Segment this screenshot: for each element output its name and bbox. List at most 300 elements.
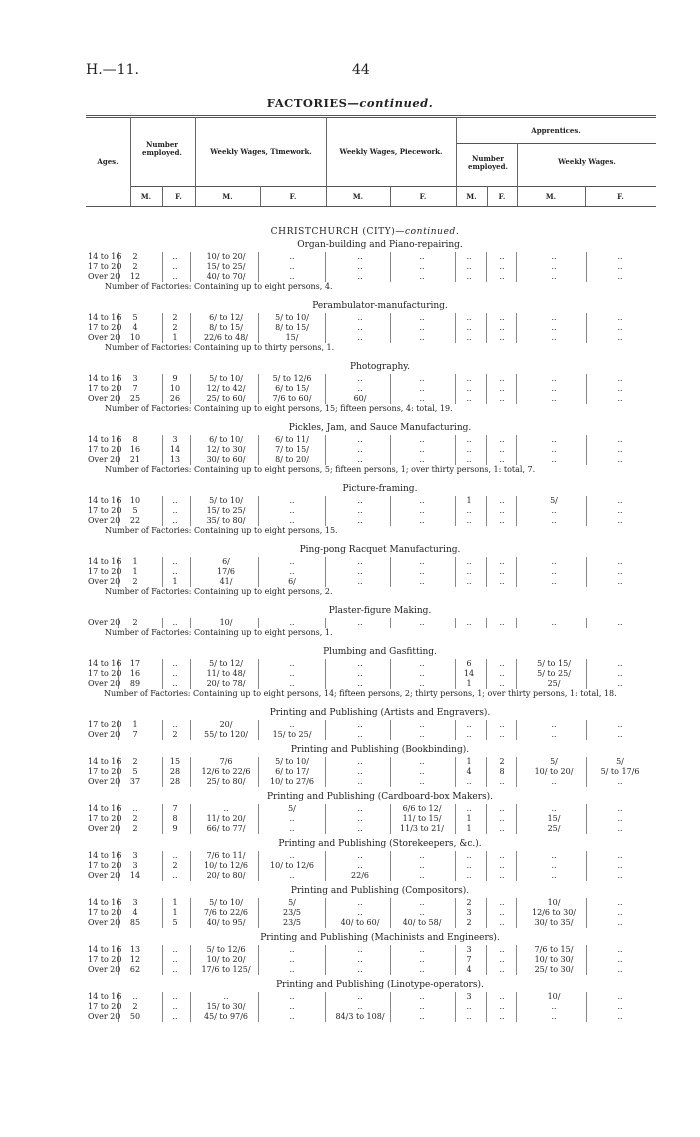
table-row: [0, 965, 700, 975]
table-cell: 20/ to 80/: [206, 871, 246, 880]
table-cell: ..: [172, 955, 178, 964]
table-cell: ..: [172, 252, 178, 261]
table-cell: 17/6 to 125/: [201, 965, 251, 974]
table-cell: ..: [419, 965, 425, 974]
table-cell: ..: [551, 851, 557, 860]
table-row: [0, 1012, 700, 1022]
table-cell: 4: [132, 908, 138, 917]
table-cell: ..: [419, 374, 425, 383]
section-title: Ping-pong Racquet Manufacturing.: [299, 545, 461, 555]
table-cell: ..: [357, 262, 363, 271]
table-cell: 7: [172, 804, 178, 813]
table-cell: Over 20: [88, 965, 121, 974]
table-cell: 3: [132, 851, 138, 860]
table-row: [0, 814, 700, 824]
table-cell: ..: [289, 814, 295, 823]
table-cell: ..: [466, 272, 472, 281]
table-cell: ..: [499, 252, 505, 261]
table-cell: 9: [172, 824, 178, 833]
table-cell: ..: [289, 720, 295, 729]
table-row: [0, 567, 700, 577]
city-name: CHRISTCHURCH (CITY): [270, 227, 396, 237]
section-title: Printing and Publishing (Artists and Engravers).: [269, 708, 491, 718]
table-row: [0, 851, 700, 861]
table-cell: ..: [617, 516, 623, 525]
table-cell: 4: [132, 323, 138, 332]
table-cell: ..: [289, 506, 295, 515]
table-cell: 15/ to 25/: [206, 262, 246, 271]
table-cell: ..: [419, 851, 425, 860]
table-cell: ..: [419, 1012, 425, 1021]
table-row: [0, 659, 700, 669]
table-cell: ..: [466, 445, 472, 454]
table-cell: ..: [419, 445, 425, 454]
apprentices-rule: [456, 143, 656, 144]
table-cell: 50: [129, 1012, 141, 1021]
table-cell: 60/: [353, 394, 367, 403]
table-cell: ..: [499, 557, 505, 566]
table-cell: 12/6 to 30/: [532, 908, 576, 917]
table-cell: ..: [551, 445, 557, 454]
table-cell: ..: [357, 445, 363, 454]
table-cell: ..: [499, 435, 505, 444]
table-cell: 17 to 20: [88, 767, 122, 776]
page-title-main: FACTORIES: [266, 96, 348, 110]
table-cell: 14 to 16: [88, 992, 122, 1001]
table-cell: ..: [357, 965, 363, 974]
section-title: Printing and Publishing (Storekeepers, &c.).: [278, 839, 482, 849]
table-cell: 8/ to 20/: [275, 455, 309, 464]
table-cell: 15/ to 25/: [272, 730, 312, 739]
table-cell: 10: [169, 384, 181, 393]
table-cell: ..: [617, 871, 623, 880]
table-cell: 41/: [219, 577, 233, 586]
table-cell: ..: [357, 730, 363, 739]
table-cell: 5: [172, 918, 178, 927]
table-cell: 6/ to 10/: [209, 435, 243, 444]
table-cell: ..: [617, 455, 623, 464]
table-cell: ..: [172, 992, 178, 1001]
table-cell: 5/ to 25/: [537, 669, 571, 678]
table-cell: ..: [551, 1012, 557, 1021]
table-cell: 22: [129, 516, 141, 525]
table-cell: ..: [551, 506, 557, 515]
section-title: Printing and Publishing (Machinists and Engineers).: [260, 933, 500, 943]
table-cell: ..: [172, 567, 178, 576]
table-cell: ..: [419, 272, 425, 281]
table-cell: 7/6 to 11/: [206, 851, 246, 860]
table-cell: ..: [617, 992, 623, 1001]
table-row: [0, 898, 700, 908]
table-cell: 7/6 to 15/: [534, 945, 574, 954]
table-cell: ..: [419, 679, 425, 688]
table-cell: 10/ to 20/: [206, 955, 246, 964]
table-cell: ..: [289, 252, 295, 261]
table-cell: 16: [129, 445, 141, 454]
table-cell: 17: [129, 659, 141, 668]
table-cell: ..: [466, 262, 472, 271]
table-cell: ..: [499, 955, 505, 964]
table-cell: 17 to 20: [88, 262, 122, 271]
table-cell: ..: [223, 992, 229, 1001]
table-cell: ..: [499, 918, 505, 927]
table-cell: 5/ to 10/: [209, 496, 243, 505]
table-cell: ..: [617, 272, 623, 281]
table-cell: ..: [617, 669, 623, 678]
table-cell: ..: [551, 374, 557, 383]
table-row: [0, 445, 700, 455]
table-cell: 12/ to 30/: [206, 445, 246, 454]
table-row: [0, 918, 700, 928]
table-cell: ..: [172, 1002, 178, 1011]
table-cell: ..: [551, 272, 557, 281]
table-cell: ..: [172, 262, 178, 271]
table-row: [0, 272, 700, 282]
table-cell: ..: [289, 618, 295, 627]
table-row: [0, 435, 700, 445]
table-cell: ..: [617, 918, 623, 927]
table-cell: ..: [172, 871, 178, 880]
table-cell: 85: [129, 918, 141, 927]
table-cell: 6/: [288, 577, 296, 586]
table-cell: 5/ to 12/6: [206, 945, 246, 954]
table-cell: ..: [419, 955, 425, 964]
table-cell: ..: [357, 861, 363, 870]
factories-note: Number of Factories: Containing up to eight persons, 15; fifteen persons, 4: total, 19.: [105, 404, 453, 413]
table-row: [0, 824, 700, 834]
table-cell: ..: [551, 720, 557, 729]
section-title: Plaster-figure Making.: [328, 606, 432, 616]
table-cell: ..: [289, 871, 295, 880]
table-cell: ..: [419, 333, 425, 342]
table-cell: ..: [617, 618, 623, 627]
table-cell: ..: [419, 767, 425, 776]
table-cell: ..: [357, 804, 363, 813]
subheader-rule: [130, 186, 656, 187]
table-cell: ..: [466, 516, 472, 525]
table-cell: 17 to 20: [88, 861, 122, 870]
table-cell: ..: [466, 455, 472, 464]
section-title: Organ-building and Piano-repairing.: [297, 240, 463, 250]
table-cell: 17 to 20: [88, 323, 122, 332]
table-row: [0, 730, 700, 740]
table-cell: ..: [499, 516, 505, 525]
table-cell: ..: [617, 824, 623, 833]
table-cell: ..: [617, 374, 623, 383]
table-cell: 6/ to 12/: [209, 313, 243, 322]
table-cell: 14 to 16: [88, 851, 122, 860]
table-cell: ..: [499, 908, 505, 917]
table-cell: ..: [419, 945, 425, 954]
table-cell: 14 to 16: [88, 659, 122, 668]
table-cell: ..: [617, 262, 623, 271]
table-cell: ..: [617, 851, 623, 860]
table-cell: 1: [172, 577, 178, 586]
table-cell: ..: [499, 577, 505, 586]
table-cell: ..: [172, 506, 178, 515]
table-cell: ..: [357, 777, 363, 786]
table-cell: ..: [499, 824, 505, 833]
table-cell: 14 to 16: [88, 435, 122, 444]
table-row: [0, 506, 700, 516]
table-cell: ..: [466, 1012, 472, 1021]
table-cell: ..: [357, 435, 363, 444]
table-cell: 5/: [288, 898, 296, 907]
table-cell: ..: [617, 965, 623, 974]
table-cell: ..: [617, 557, 623, 566]
table-cell: ..: [617, 945, 623, 954]
table-cell: ..: [499, 992, 505, 1001]
table-cell: 14: [129, 871, 141, 880]
table-cell: 17 to 20: [88, 567, 122, 576]
table-cell: ..: [617, 577, 623, 586]
table-cell: 5/ to 10/: [209, 374, 243, 383]
table-cell: 14 to 16: [88, 557, 122, 566]
table-cell: 25/ to 30/: [534, 965, 574, 974]
table-cell: 6/ to 15/: [275, 384, 309, 393]
table-cell: ..: [172, 945, 178, 954]
table-cell: ..: [551, 252, 557, 261]
table-cell: 17 to 20: [88, 384, 122, 393]
section-title: Pickles, Jam, and Sauce Manufacturing.: [288, 423, 472, 433]
table-row: [0, 992, 700, 1002]
table-cell: 10/ to 20/: [206, 252, 246, 261]
table-cell: 25/: [547, 679, 561, 688]
table-cell: ..: [419, 992, 425, 1001]
table-cell: ..: [617, 730, 623, 739]
table-cell: ..: [499, 313, 505, 322]
table-cell: 25/: [547, 824, 561, 833]
page-title-suffix: —continued.: [347, 96, 434, 110]
table-cell: ..: [617, 496, 623, 505]
table-cell: Over 20: [88, 516, 121, 525]
table-cell: ..: [289, 262, 295, 271]
col-number-employed: Number employed.: [142, 140, 182, 157]
table-cell: ..: [466, 557, 472, 566]
table-cell: ..: [466, 851, 472, 860]
table-cell: ..: [617, 679, 623, 688]
table-cell: ..: [172, 851, 178, 860]
table-cell: 7/6 to 22/6: [204, 908, 248, 917]
table-cell: 12/6 to 22/6: [201, 767, 251, 776]
table-cell: ..: [357, 506, 363, 515]
factories-note: Number of Factories: Containing up to eight persons, 1.: [105, 628, 333, 637]
table-cell: 26: [169, 394, 181, 403]
table-cell: ..: [419, 323, 425, 332]
table-cell: ..: [357, 496, 363, 505]
table-cell: 2: [466, 898, 472, 907]
table-cell: ..: [551, 618, 557, 627]
table-cell: ..: [172, 516, 178, 525]
table-cell: 8/ to 15/: [209, 323, 243, 332]
table-cell: 6: [466, 659, 472, 668]
table-cell: 5/: [616, 757, 624, 766]
table-cell: 9: [172, 374, 178, 383]
table-cell: Over 20: [88, 394, 121, 403]
table-cell: ..: [357, 516, 363, 525]
table-row: [0, 384, 700, 394]
factories-note: Number of Factories: Containing up to eight persons, 5; fifteen persons, 1; over thirty persons, 1: total, 7.: [105, 465, 536, 474]
table-cell: ..: [499, 898, 505, 907]
table-cell: ..: [466, 577, 472, 586]
col-awm: M.: [545, 192, 557, 201]
table-cell: ..: [172, 496, 178, 505]
table-cell: ..: [172, 669, 178, 678]
table-cell: ..: [617, 1012, 623, 1021]
table-cell: ..: [419, 506, 425, 515]
table-cell: ..: [357, 455, 363, 464]
table-cell: 14 to 16: [88, 945, 122, 954]
table-cell: ..: [466, 313, 472, 322]
table-cell: ..: [357, 557, 363, 566]
table-cell: ..: [551, 323, 557, 332]
table-cell: 10/ to 20/: [534, 767, 574, 776]
table-cell: 10/ to 30/: [534, 955, 574, 964]
table-cell: 11/ to 48/: [206, 669, 246, 678]
table-cell: 40/ to 58/: [402, 918, 442, 927]
table-row: [0, 577, 700, 587]
factories-note: Number of Factories: Containing up to thirty persons, 1.: [105, 343, 335, 352]
table-cell: ..: [289, 965, 295, 974]
table-cell: 10/ to 27/6: [270, 777, 314, 786]
table-cell: ..: [419, 669, 425, 678]
table-cell: ..: [357, 577, 363, 586]
table-cell: 8: [132, 435, 138, 444]
header-top-rule: [86, 115, 656, 116]
table-cell: ..: [617, 506, 623, 515]
table-cell: ..: [466, 1002, 472, 1011]
table-cell: 7/ to 15/: [275, 445, 309, 454]
table-cell: ..: [499, 445, 505, 454]
table-cell: ..: [499, 455, 505, 464]
table-cell: ..: [419, 384, 425, 393]
table-cell: ..: [289, 1012, 295, 1021]
table-cell: 45/ to 97/6: [204, 1012, 248, 1021]
table-cell: ..: [357, 313, 363, 322]
table-cell: ..: [617, 435, 623, 444]
table-cell: 28: [169, 767, 181, 776]
table-cell: ..: [551, 455, 557, 464]
table-cell: Over 20: [88, 679, 121, 688]
table-row: [0, 374, 700, 384]
col-ages: Ages.: [97, 157, 119, 166]
section-title: Printing and Publishing (Cardboard-box Makers).: [266, 792, 494, 802]
table-cell: 15/: [547, 814, 561, 823]
table-cell: ..: [172, 1012, 178, 1021]
table-cell: 1: [466, 679, 472, 688]
col-awf: F.: [617, 192, 624, 201]
table-cell: 3: [466, 945, 472, 954]
table-cell: ..: [357, 955, 363, 964]
table-row: [0, 252, 700, 262]
table-cell: ..: [617, 384, 623, 393]
table-cell: ..: [419, 777, 425, 786]
col-tf: F.: [289, 192, 297, 201]
table-cell: ..: [551, 557, 557, 566]
table-row: [0, 757, 700, 767]
table-cell: ..: [357, 659, 363, 668]
table-cell: ..: [617, 1002, 623, 1011]
table-cell: 15/ to 30/: [206, 1002, 246, 1011]
table-cell: Over 20: [88, 730, 121, 739]
table-cell: 22/6: [351, 871, 369, 880]
table-row: [0, 323, 700, 333]
table-cell: 8: [172, 814, 178, 823]
table-cell: ..: [357, 814, 363, 823]
table-cell: 17 to 20: [88, 908, 122, 917]
table-cell: 3: [172, 435, 178, 444]
table-cell: 7: [466, 955, 472, 964]
table-row: [0, 767, 700, 777]
table-cell: 2: [172, 323, 178, 332]
table-cell: Over 20: [88, 618, 121, 627]
table-row: [0, 496, 700, 506]
table-cell: 17/6: [217, 567, 235, 576]
table-cell: ..: [617, 814, 623, 823]
table-row: [0, 455, 700, 465]
table-cell: ..: [617, 333, 623, 342]
table-cell: ..: [499, 618, 505, 627]
table-cell: ..: [499, 384, 505, 393]
table-cell: ..: [499, 374, 505, 383]
table-cell: ..: [419, 577, 425, 586]
table-cell: ..: [466, 804, 472, 813]
table-cell: Over 20: [88, 577, 121, 586]
table-cell: 14 to 16: [88, 496, 122, 505]
table-cell: 30/ to 60/: [206, 455, 246, 464]
table-cell: ..: [357, 851, 363, 860]
table-cell: ..: [466, 861, 472, 870]
table-cell: 17 to 20: [88, 1002, 122, 1011]
table-cell: 4: [466, 965, 472, 974]
table-cell: 14 to 16: [88, 898, 122, 907]
table-cell: ..: [466, 618, 472, 627]
table-cell: 5/ to 12/: [209, 659, 243, 668]
table-cell: ..: [617, 659, 623, 668]
table-cell: 23/5: [283, 908, 301, 917]
table-cell: 1: [466, 757, 472, 766]
table-cell: ..: [466, 252, 472, 261]
table-cell: 2: [132, 1002, 138, 1011]
table-cell: 7: [132, 730, 138, 739]
table-cell: 12: [129, 955, 141, 964]
table-cell: 17 to 20: [88, 669, 122, 678]
table-cell: 13: [129, 945, 141, 954]
table-cell: 55/ to 120/: [204, 730, 248, 739]
col-weekly-timework: Weekly Wages, Timework.: [210, 147, 312, 156]
section-title: Plumbing and Gasfitting.: [323, 647, 437, 657]
table-cell: 2: [132, 252, 138, 261]
table-cell: ..: [551, 262, 557, 271]
table-cell: 3: [132, 898, 138, 907]
table-cell: ..: [289, 1002, 295, 1011]
table-cell: ..: [466, 506, 472, 515]
table-cell: ..: [499, 679, 505, 688]
table-row: [0, 871, 700, 881]
table-cell: ..: [499, 720, 505, 729]
table-cell: 5: [132, 313, 138, 322]
table-row: [0, 669, 700, 679]
table-cell: 14: [169, 445, 181, 454]
table-cell: ..: [357, 618, 363, 627]
table-cell: 8: [499, 767, 505, 776]
table-cell: 7/6 to 60/: [272, 394, 312, 403]
table-cell: ..: [223, 804, 229, 813]
table-cell: 2: [466, 918, 472, 927]
table-cell: ..: [419, 516, 425, 525]
table-cell: ..: [551, 1002, 557, 1011]
table-cell: ..: [289, 659, 295, 668]
